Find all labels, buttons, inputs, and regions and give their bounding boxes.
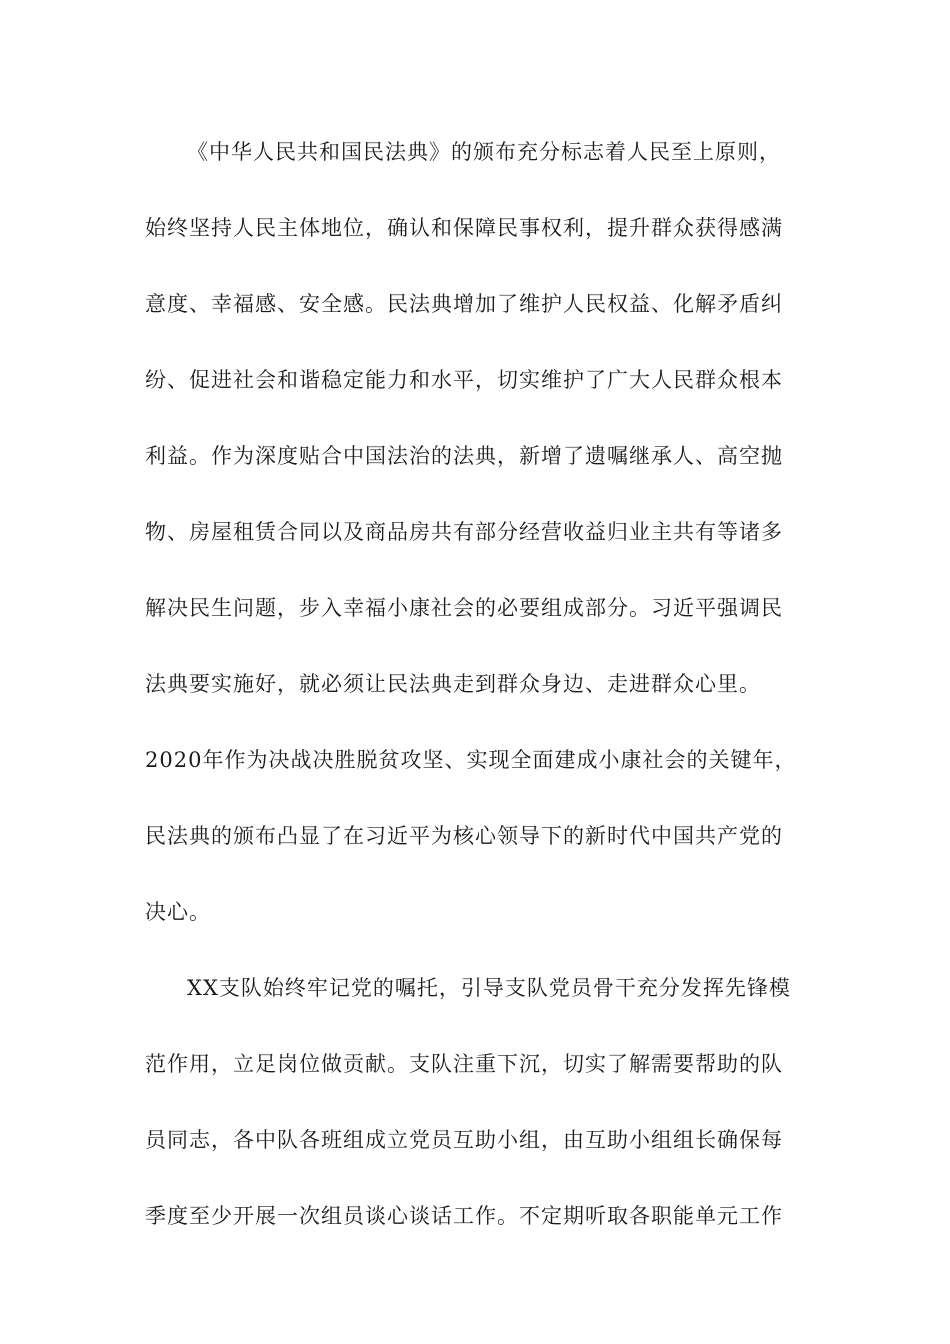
paragraph-line: 员同志，各中队各班组成立党员互助小组，由互助小组组长确保每 <box>145 1128 783 1152</box>
paragraph-line: 民法典的颁布凸显了在习近平为核心领导下的新时代中国共产党的 <box>145 824 783 848</box>
paragraph-line: 始终坚持人民主体地位，确认和保障民事权利，提升群众获得感满 <box>145 216 783 240</box>
paragraph-line: 意度、幸福感、安全感。民法典增加了维护人民权益、化解矛盾纠 <box>145 292 783 316</box>
paragraph-line: 解决民生问题，步入幸福小康社会的必要组成部分。习近平强调民 <box>145 596 783 620</box>
paragraph-line: 2020年作为决战决胜脱贫攻坚、实现全面建成小康社会的关键年， <box>145 748 797 772</box>
paragraph-line: 《中华人民共和国民法典》的颁布充分标志着人民至上原则， <box>187 140 781 164</box>
paragraph-line: 纷、促进社会和谐稳定能力和水平，切实维护了广大人民群众根本 <box>145 368 783 392</box>
paragraph-line: XX支队始终牢记党的嘱托，引导支队党员骨干充分发挥先锋模 <box>187 976 791 1000</box>
paragraph-line: 物、房屋租赁合同以及商品房共有部分经营收益归业主共有等诸多 <box>145 520 783 544</box>
paragraph-line: 季度至少开展一次组员谈心谈话工作。不定期听取各职能单元工作 <box>145 1204 783 1228</box>
paragraph-line: 法典要实施好，就必须让民法典走到群众身边、走进群众心里。 <box>145 672 761 696</box>
document-body <box>145 127 805 1267</box>
paragraph-line: 决心。 <box>145 900 211 924</box>
paragraph-line: 范作用，立足岗位做贡献。支队注重下沉，切实了解需要帮助的队 <box>145 1052 783 1076</box>
paragraph-line: 利益。作为深度贴合中国法治的法典，新增了遗嘱继承人、高空抛 <box>145 444 783 468</box>
